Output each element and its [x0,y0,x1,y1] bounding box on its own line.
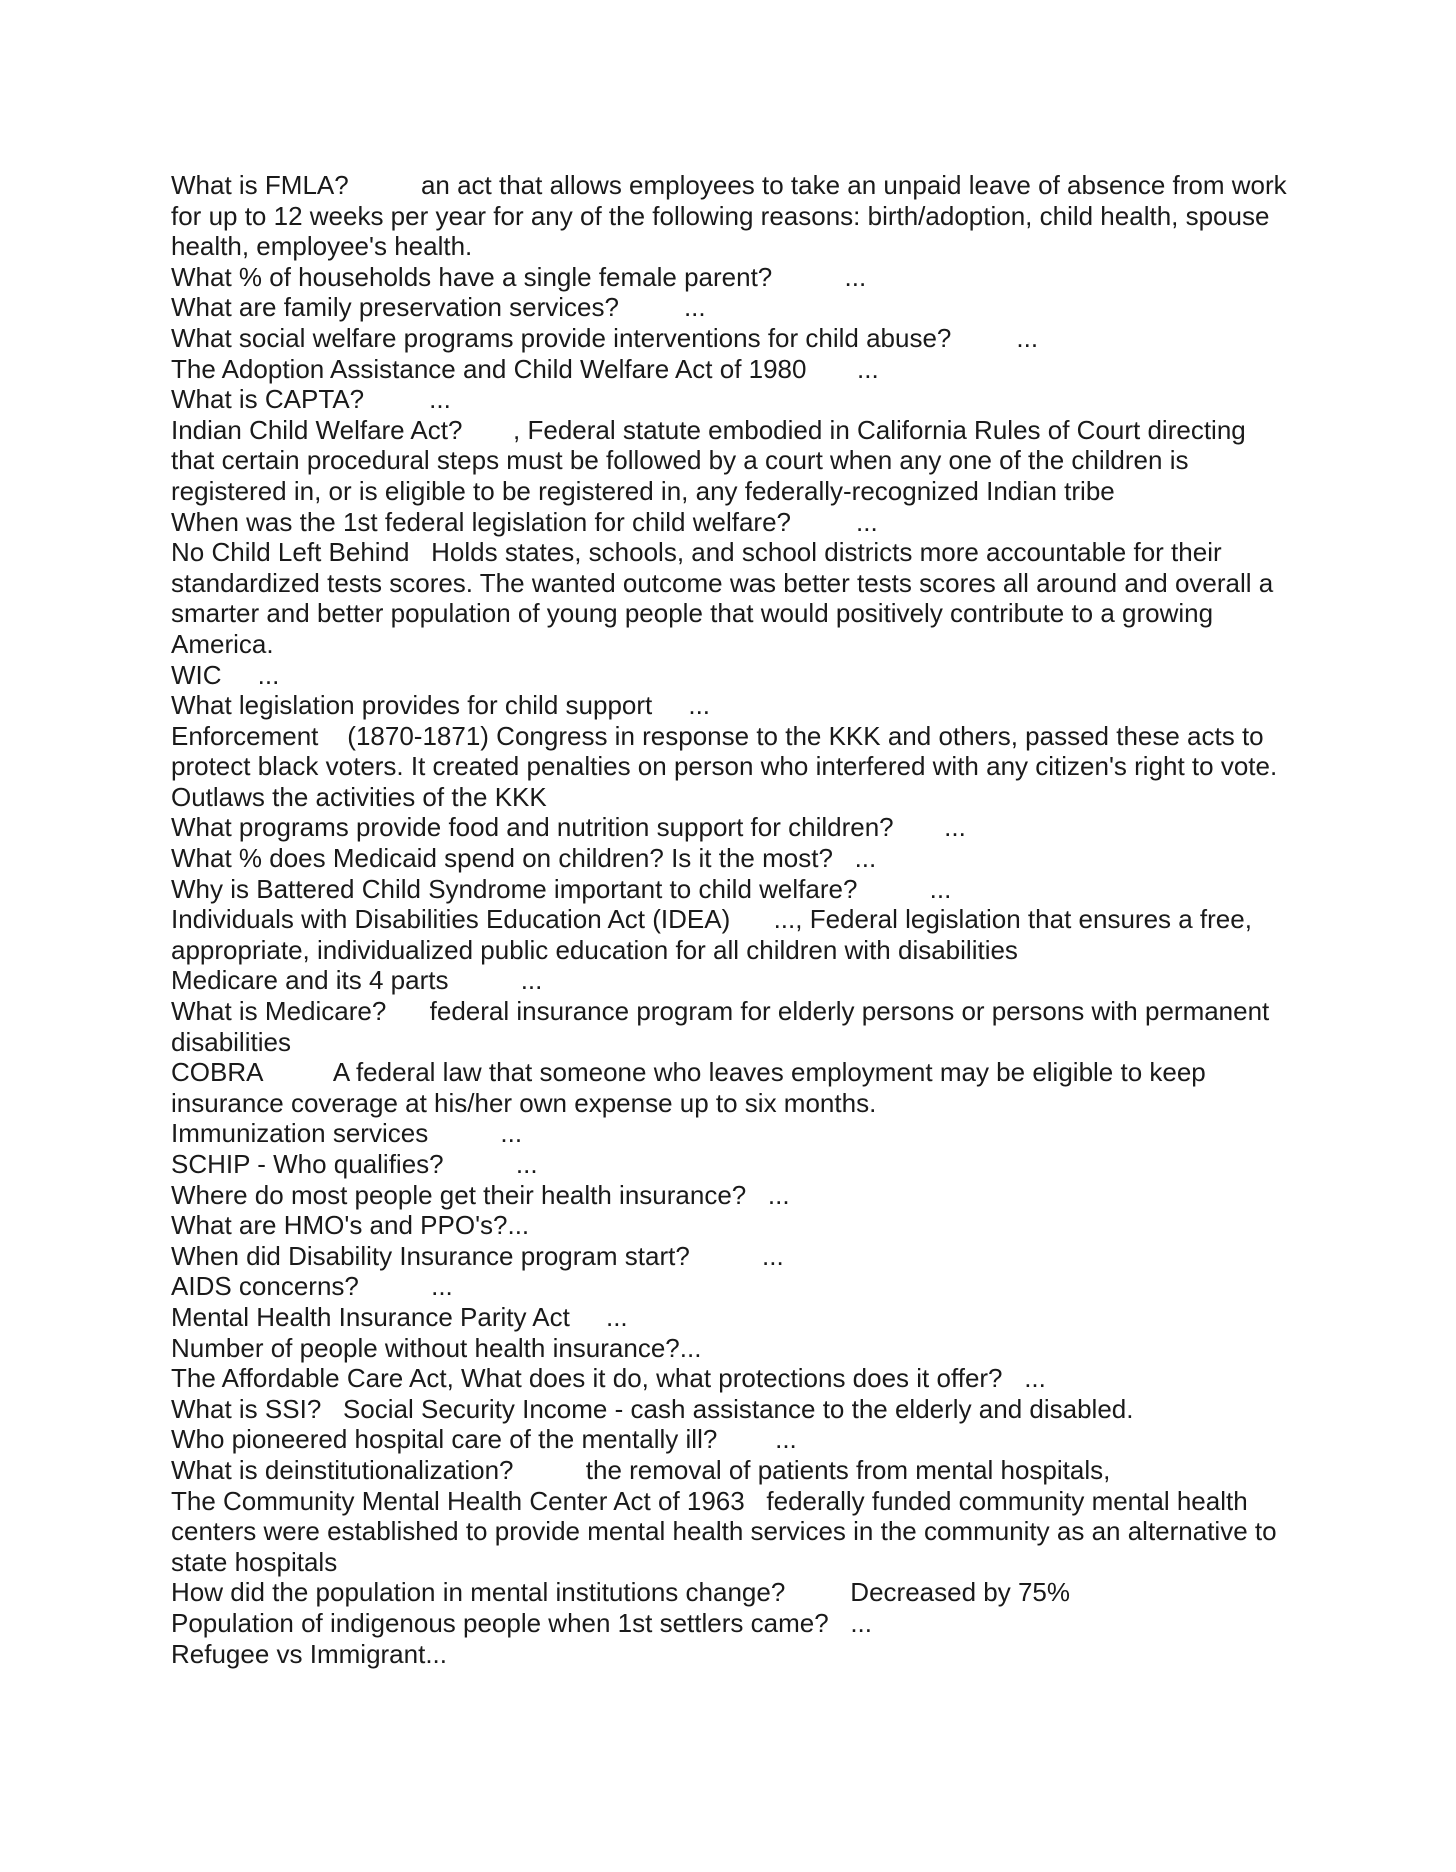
entry-battered-child-syndrome: Why is Battered Child Syndrome important to child welfare? ... [171,873,952,904]
entry-what-is-medicare: What is Medicare? federal insurance program for elderly persons or persons with permanent disabilities [171,996,1277,1057]
entry-affordable-care-act: The Affordable Care Act, What does it do, what protections does it offer? ... [171,1363,1046,1394]
entry-adoption-assistance-act: The Adoption Assistance and Child Welfare Act of 1980 ... [171,353,879,384]
entry-family-preservation: What are family preservation services? ... [171,292,706,323]
entry-food-nutrition-programs: What programs provide food and nutrition support for children? ... [171,812,966,843]
entry-institution-population-change: How did the population in mental institutions change? Decreased by 75% [171,1577,1070,1608]
entry-indian-child-welfare-act: Indian Child Welfare Act? , Federal statute embodied in California Rules of Court directing that certain procedural steps must be followed by a court when any one of the children is registered in, or is eligible to be registered in, any federally-recognized Indian tribe [171,414,1253,506]
entry-immunization-services: Immunization services ... [171,1118,523,1149]
entry-ssi: What is SSI? Social Security Income - cash assistance to the elderly and disabled. [171,1393,1134,1424]
entry-enforcement-acts: Enforcement (1870-1871) Congress in response to the KKK and others, passed these acts to protect black voters. It created penalties on person who interfered with any citizen's right to vote. Outlaws the activities of the KKK [171,720,1285,812]
entry-refugee-vs-immigrant: Refugee vs Immigrant... [171,1638,447,1669]
entry-community-mental-health-act: The Community Mental Health Center Act of 1963 federally funded community mental health centers were established to provide mental health services in the community as an alternative to state hospitals [171,1485,1284,1577]
entry-indigenous-population: Population of indigenous people when 1st settlers came? ... [171,1607,872,1638]
entry-no-child-left-behind: No Child Left Behind Holds states, schools, and school districts more accountable for their standardized tests scores. The wanted outcome was better tests scores all around and overall a smarter and better population of young people that would positively contribute to a growing America. [171,537,1281,659]
entry-aids-concerns: AIDS concerns? ... [171,1271,453,1302]
entry-medicare-parts: Medicare and its 4 parts ... [171,965,543,996]
entry-schip: SCHIP - Who qualifies? ... [171,1149,538,1179]
entry-disability-insurance: When did Disability Insurance program start? ... [171,1240,784,1271]
document-body [171,170,1294,1669]
entry-idea: Individuals with Disabilities Education Act (IDEA) ..., Federal legislation that ensures a free, appropriate, individualized public education for all children with disabilities [171,904,1260,965]
entry-deinstitutionalization: What is deinstitutionalization? the removal of patients from mental hospitals, [171,1454,1111,1485]
entry-hmo-ppo: What are HMO's and PPO's?... [171,1210,530,1241]
entry-child-abuse-programs: What social welfare programs provide interventions for child abuse? ... [171,322,1039,353]
entry-cobra: COBRA A federal law that someone who leaves employment may be eligible to keep insurance coverage at his/her own expense up to six months. [171,1057,1214,1118]
entry-fmla: What is FMLA? an act that allows employees to take an unpaid leave of absence from work for up to 12 weeks per year for any of the following reasons: birth/adoption, child health, spouse health, employee's health. [171,170,1294,262]
entry-capta: What is CAPTA? ... [171,384,451,415]
entry-child-support-legislation: What legislation provides for child support ... [171,690,711,721]
entry-wic: WIC ... [171,659,280,690]
entry-medicaid-children: What % does Medicaid spend on children? Is it the most? ... [171,843,877,874]
entry-first-federal-legislation: When was the 1st federal legislation for child welfare? ... [171,506,878,537]
entry-hospital-care-pioneer: Who pioneered hospital care of the mentally ill? ... [171,1424,797,1455]
entry-single-female-parent: What % of households have a single female parent? ... [171,261,867,292]
entry-mental-health-parity: Mental Health Insurance Parity Act ... [171,1301,628,1332]
entry-uninsured-count: Number of people without health insurance?... [171,1332,702,1363]
entry-health-insurance-source: Where do most people get their health insurance? ... [171,1179,790,1210]
